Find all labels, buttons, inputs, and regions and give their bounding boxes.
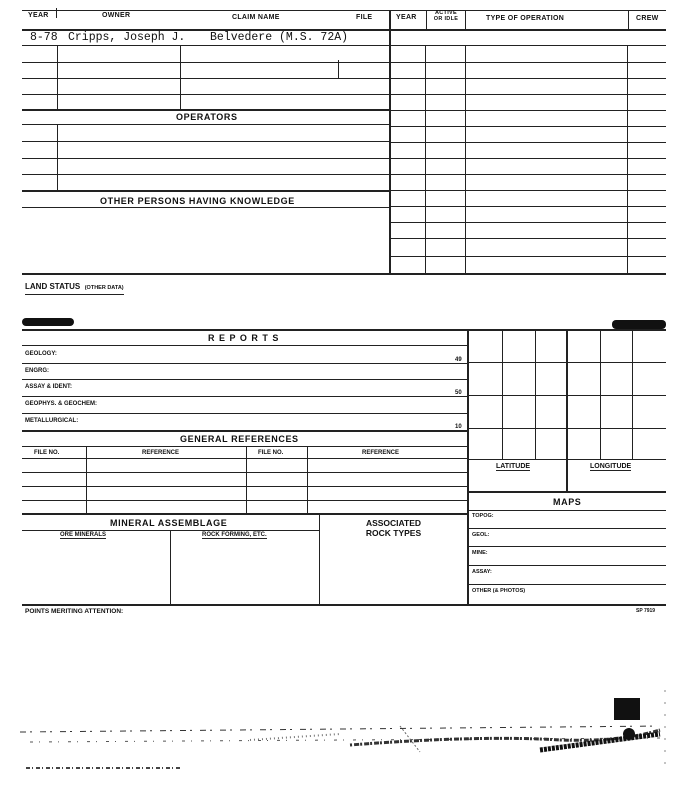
- rock-types-label: ROCK TYPES: [365, 528, 422, 538]
- associated-label: ASSOCIATED: [365, 518, 422, 528]
- reports-line: [22, 396, 468, 397]
- points-meriting-attention: POINTS MERITING ATTENTION:: [25, 608, 124, 615]
- map-topog-label: TOPOG:: [472, 513, 494, 519]
- log-row-line: [389, 190, 666, 191]
- maps-line: [468, 565, 666, 566]
- gen-ref-file-no-1: FILE NO.: [34, 450, 60, 456]
- file-col-tick: [338, 60, 339, 78]
- report-geology-label: GEOLOGY:: [25, 351, 57, 357]
- report-geophys-label: GEOPHYS. & GEOCHEM:: [25, 401, 98, 407]
- gen-ref-line: [22, 486, 468, 487]
- operators-row-line: [22, 124, 389, 125]
- coord-grid-row: [468, 428, 666, 429]
- maps-top: [468, 491, 666, 493]
- other-persons-heading: OTHER PERSONS HAVING KNOWLEDGE: [100, 196, 295, 206]
- log-row-line: [389, 142, 666, 143]
- gen-ref-line: [22, 446, 468, 447]
- coord-grid-row: [468, 395, 666, 396]
- rock-forming-label: ROCK FORMING, ETC.: [202, 532, 267, 538]
- log-col-divider: [465, 45, 466, 273]
- map-mine-label: MINE:: [472, 550, 488, 556]
- general-references-heading: GENERAL REFERENCES: [180, 434, 299, 444]
- coord-grid-line: [632, 329, 633, 459]
- gen-ref-reference-2: REFERENCE: [362, 450, 400, 456]
- coord-grid-row: [468, 459, 666, 460]
- year-tick: [56, 8, 57, 18]
- log-col-divider: [425, 45, 426, 273]
- middle-section-top: [22, 329, 666, 331]
- gen-ref-line: [22, 500, 468, 501]
- year2-header: YEAR: [396, 14, 417, 21]
- reports-line: [22, 413, 468, 414]
- entry-owner: Cripps, Joseph J.: [68, 31, 186, 44]
- report-geology-num: 49: [455, 357, 462, 363]
- upper-section-end: [22, 273, 666, 275]
- gen-ref-reference-1: REFERENCE: [142, 450, 180, 456]
- owner-col-divider: [180, 45, 181, 109]
- longitude-label: LONGITUDE: [590, 463, 632, 470]
- type-of-operation-header: TYPE OF OPERATION: [486, 15, 565, 22]
- form-number: SP 7919: [636, 608, 656, 614]
- entry-year: 8-78: [30, 31, 58, 44]
- ore-minerals-label: ORE MINERALS: [60, 532, 107, 538]
- coord-grid-line: [502, 329, 503, 459]
- coord-grid-row: [468, 362, 666, 363]
- file-header: FILE: [356, 14, 373, 21]
- reports-end: [22, 430, 468, 432]
- gen-ref-col-divider: [307, 446, 308, 513]
- reports-line: [22, 345, 468, 346]
- reports-line: [22, 379, 468, 380]
- entry-claim: Belvedere (M.S. 72A): [210, 31, 349, 44]
- map-geol-label: GEOL:: [472, 532, 490, 538]
- gen-ref-line: [22, 458, 468, 459]
- associated-rock-types: [320, 518, 467, 538]
- reports-heading: R E P O R T S: [208, 333, 280, 343]
- log-col-divider: [627, 45, 628, 273]
- log-row-line: [389, 110, 666, 111]
- latitude-label: LATITUDE: [496, 463, 531, 470]
- land-status-label: LAND STATUS: [25, 282, 81, 291]
- operators-row-line: [22, 158, 389, 159]
- lower-section-end: [22, 604, 666, 606]
- top-border: [22, 10, 666, 11]
- report-assay-num: 50: [455, 390, 462, 396]
- log-row-line: [389, 238, 666, 239]
- active-label: ACTIVE: [435, 10, 457, 16]
- coord-grid-center: [566, 329, 568, 491]
- maps-heading: MAPS: [553, 497, 582, 507]
- gen-ref-end: [22, 513, 468, 515]
- mineral-col-divider: [170, 530, 171, 604]
- log-row-line: [389, 206, 666, 207]
- log-row-line: [389, 256, 666, 257]
- log-row-line: [389, 78, 666, 79]
- maps-line: [468, 546, 666, 547]
- operators-section-end: [22, 190, 389, 192]
- log-row-line: [389, 126, 666, 127]
- owner-row-line: [22, 94, 389, 95]
- active-col-tick: [426, 10, 427, 29]
- log-row-line: [389, 94, 666, 95]
- log-row-line: [389, 222, 666, 223]
- year-header: YEAR: [28, 12, 49, 19]
- mineral-assemblage-heading: MINERAL ASSEMBLAGE: [110, 518, 228, 528]
- land-status-heading: [25, 276, 124, 295]
- scan-noise: [0, 690, 678, 780]
- report-metallurgical-num: 10: [455, 424, 462, 430]
- active-idle-header: [429, 10, 463, 22]
- operators-heading: OPERATORS: [176, 112, 238, 122]
- coord-grid-line: [535, 329, 536, 459]
- owner-row-line: [22, 45, 389, 46]
- log-row-line: [389, 45, 666, 46]
- owner-col-divider: [57, 45, 58, 109]
- log-row-line: [389, 158, 666, 159]
- log-row-line: [389, 62, 666, 63]
- report-engrg-label: ENGRG:: [25, 368, 49, 374]
- map-assay-label: ASSAY:: [472, 569, 492, 575]
- owner-header: OWNER: [102, 12, 131, 19]
- owner-section-end: [22, 109, 389, 111]
- crew-header: CREW: [636, 15, 659, 22]
- other-persons-line: [22, 207, 389, 208]
- or-idle-label: OR IDLE: [433, 16, 459, 22]
- land-status-sub: (OTHER DATA): [84, 285, 124, 291]
- maps-line: [468, 510, 666, 511]
- map-other-label: OTHER (& PHOTOS): [472, 588, 526, 594]
- scan-mark-right: [612, 320, 666, 329]
- maps-line: [468, 528, 666, 529]
- active-col-tick-2: [465, 10, 466, 29]
- coord-grid-line: [600, 329, 601, 459]
- scan-mark-left: [22, 318, 74, 326]
- gen-ref-col-divider: [246, 446, 247, 513]
- report-assay-label: ASSAY & IDENT:: [25, 384, 73, 390]
- report-metallurgical-label: METALLURGICAL:: [25, 418, 79, 424]
- maps-line: [468, 584, 666, 585]
- operators-row-line: [22, 141, 389, 142]
- operators-col-divider: [57, 124, 58, 190]
- gen-ref-file-no-2: FILE NO.: [258, 450, 284, 456]
- claim-name-header: CLAIM NAME: [232, 14, 280, 21]
- gen-ref-col-divider: [86, 446, 87, 513]
- log-row-line: [389, 174, 666, 175]
- operators-row-line: [22, 174, 389, 175]
- crew-col-tick: [628, 10, 629, 29]
- owner-row-line: [22, 78, 389, 79]
- gen-ref-line: [22, 472, 468, 473]
- reports-line: [22, 363, 468, 364]
- reports-right-divider: [467, 329, 469, 604]
- owner-row-line: [22, 62, 389, 63]
